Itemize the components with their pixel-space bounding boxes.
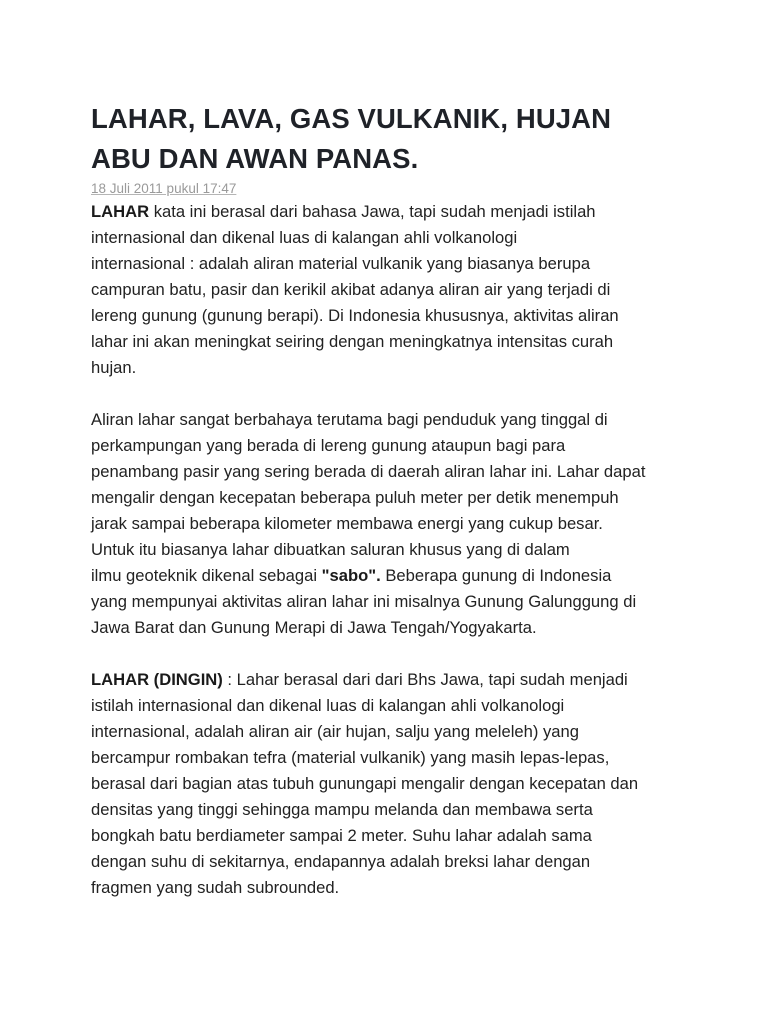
paragraph-text: densitas yang tinggi sehingga mampu melanda dan membawa serta <box>91 800 593 819</box>
paragraph-text: bercampur rombakan tefra (material vulkanik) yang masih lepas-lepas, <box>91 748 610 767</box>
paragraph-text: istilah internasional dan dikenal luas di kalangan ahli volkanologi <box>91 696 565 715</box>
paragraph-text: hujan. <box>91 358 137 377</box>
post-date-link[interactable]: 18 Juli 2011 pukul 17:47 <box>91 181 237 196</box>
paragraph-text: internasional dan dikenal luas di kalangan ahli volkanologi <box>91 228 518 247</box>
paragraph-text: bongkah batu berdiameter sampai 2 meter. Suhu lahar adalah sama <box>91 826 592 845</box>
paragraph-text: : Lahar berasal dari dari Bhs Jawa, tapi sudah menjadi <box>222 670 628 689</box>
paragraph-lahar-dingin <box>91 667 691 901</box>
term-lahar-dingin: LAHAR (DINGIN) <box>91 670 223 689</box>
paragraph-text: mengalir dengan kecepatan beberapa puluh meter per detik menempuh <box>91 488 619 507</box>
paragraph-text: campuran batu, pasir dan kerikil akibat adanya aliran air yang terjadi di <box>91 280 611 299</box>
paragraph-aliran-lahar <box>91 407 691 641</box>
paragraph-text: berasal dari bagian atas tubuh gunungapi mengalir dengan kecepatan dan <box>91 774 639 793</box>
paragraph-text: Beberapa gunung di Indonesia <box>380 566 612 585</box>
paragraph-text: dengan suhu di sekitarnya, endapannya adalah breksi lahar dengan <box>91 852 591 871</box>
paragraph-text: lereng gunung (gunung berapi). Di Indonesia khususnya, aktivitas aliran <box>91 306 619 325</box>
paragraph-text: Jawa Barat dan Gunung Merapi di Jawa Tengah/Yogyakarta. <box>91 618 537 637</box>
paragraph-text: internasional : adalah aliran material vulkanik yang biasanya berupa <box>91 254 591 273</box>
paragraph-text: lahar ini akan meningkat seiring dengan meningkatnya intensitas curah <box>91 332 614 351</box>
paragraph-text: jarak sampai beberapa kilometer membawa energi yang cukup besar. <box>91 514 603 533</box>
paragraph-text: internasional, adalah aliran air (air hujan, salju yang meleleh) yang <box>91 722 579 741</box>
article-title-line-2: ABU DAN AWAN PANAS. <box>91 143 419 174</box>
paragraph-text: yang mempunyai aktivitas aliran lahar ini misalnya Gunung Galunggung di <box>91 592 637 611</box>
paragraph-text: penambang pasir yang sering berada di daerah aliran lahar ini. Lahar dapat <box>91 462 646 481</box>
paragraph-text: ilmu geoteknik dikenal sebagai <box>91 566 322 585</box>
paragraph-text: Untuk itu biasanya lahar dibuatkan saluran khusus yang di dalam <box>91 540 570 559</box>
term-sabo: "sabo". <box>321 566 381 585</box>
paragraph-text: kata ini berasal dari bahasa Jawa, tapi sudah menjadi istilah <box>149 202 596 221</box>
term-lahar: LAHAR <box>91 202 150 221</box>
article-title <box>91 99 691 179</box>
paragraph-text: Aliran lahar sangat berbahaya terutama bagi penduduk yang tinggal di <box>91 410 608 429</box>
paragraph-text: perkampungan yang berada di lereng gunung ataupun bagi para <box>91 436 566 455</box>
article-title-line-1: LAHAR, LAVA, GAS VULKANIK, HUJAN <box>91 103 612 134</box>
article <box>91 99 691 901</box>
paragraph-lahar <box>91 199 691 381</box>
paragraph-text: fragmen yang sudah subrounded. <box>91 878 340 897</box>
